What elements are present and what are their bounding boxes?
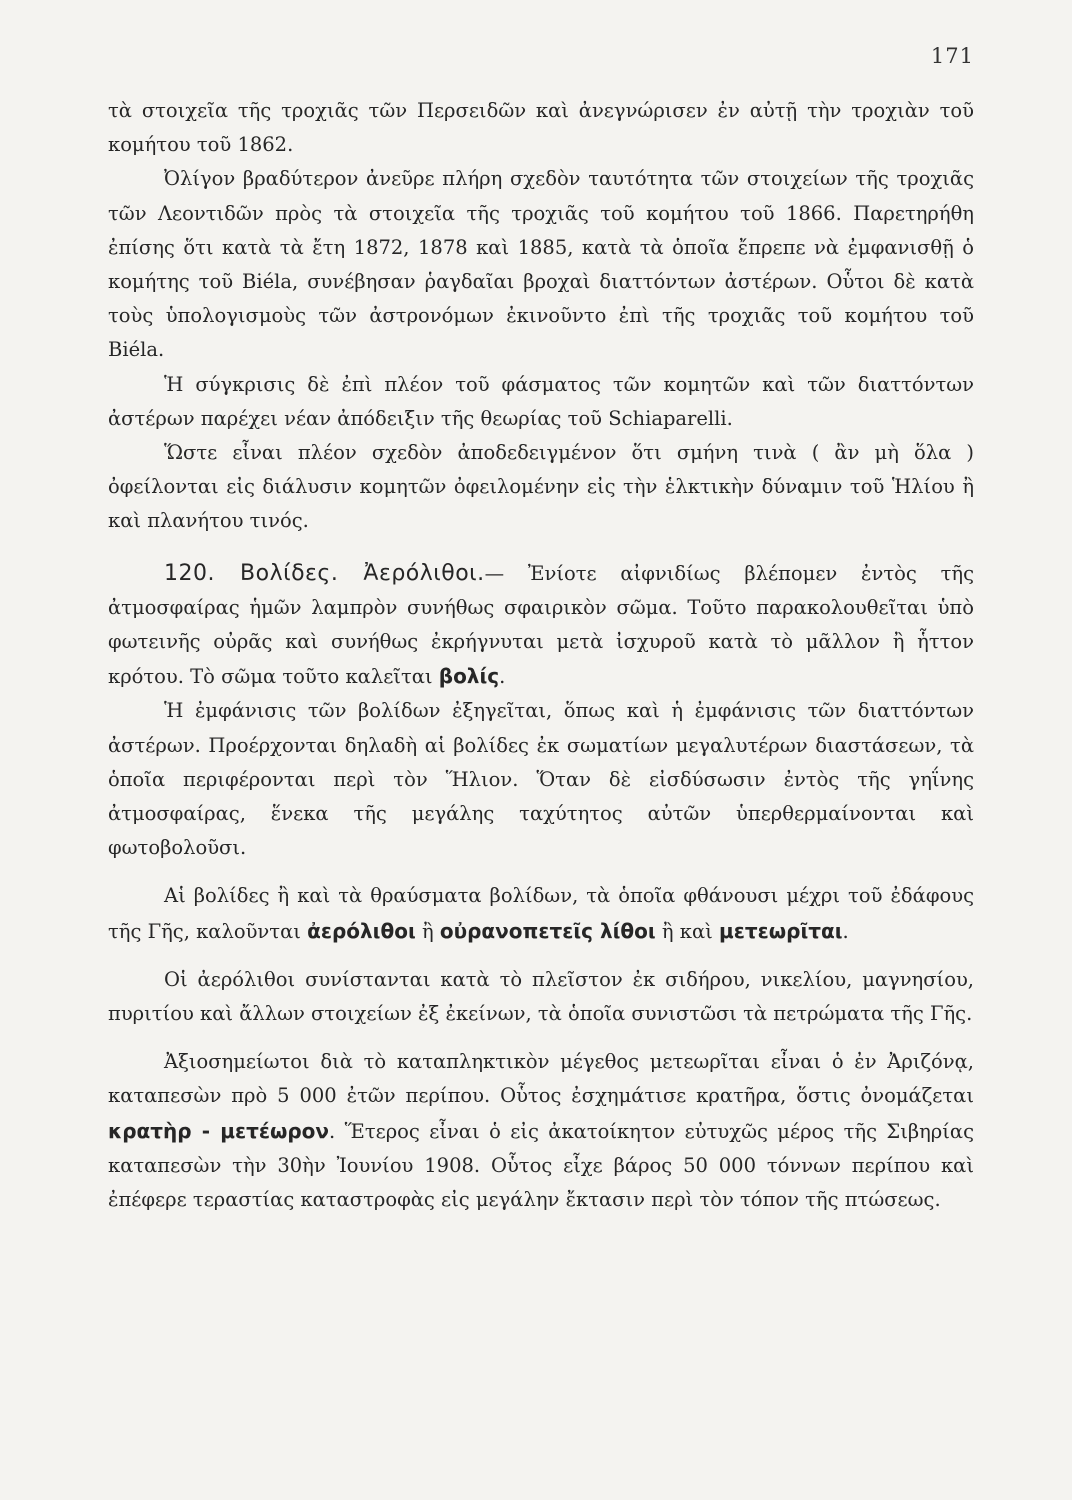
term-bolis: βολίς <box>438 664 500 689</box>
bolides-intro-text: — Ἐνίοτε αἰφνιδίως βλέπομεν ἐντὸς τῆς ἀτμοσφαίρας ἡμῶν λαμπρὸν συνήθως σφαιρικὸν σῶμα. Τοῦτο παρακολουθεῖται ὑπὸ φωτεινῆς οὐρᾶς καὶ συνήθως ἐκρήγνυται μετὰ ἰσχυροῦ κατὰ τὸ μᾶλλον ἢ ἧττον κρότου. Τὸ σῶμα τοῦτο καλεῖται <box>108 561 974 689</box>
paragraph-bolides-explanation: Ἡ ἐμφάνισις τῶν βολίδων ἐξηγεῖται, ὅπως καὶ ἡ ἐμφάνισις τῶν διαττόντων ἀστέρων. Προέρχονται δηλαδὴ αἱ βολίδες ἐκ σωματίων μεγαλυτέρων διαστάσεων, τὰ ὁποῖα περιφέρονται περὶ τὸν Ἥλιον. Ὅταν δὲ εἰσδύσωσιν ἐντὸς τῆς γηΐνης ἀτμοσφαίρας, ἕνεκα τῆς μεγάλης ταχύτητος αὐτῶν ὑπερθερμαίνονται καὶ φωτοβολοῦσι. <box>108 699 974 860</box>
notable-meteorites-text: Ἀξιοσημείωτοι διὰ τὸ καταπληκτικὸν μέγεθος μετεωρῖται εἶναι ὁ ἐν Ἀριζόνᾳ, καταπεσὼν πρὸ 5 000 ἐτῶν περίπου. Οὗτος ἐσχημάτισε κρατῆρα, ὅστις ὀνομάζεται <box>108 1050 974 1108</box>
term-aerolithoi: ἀερόλιθοι <box>307 918 416 943</box>
paragraph-perseids: τὰ στοιχεῖα τῆς τροχιᾶς τῶν Περσειδῶν καὶ ἀνεγνώρισεν ἐν αὐτῇ τὴν τροχιὰν τοῦ κομήτου τοῦ 1862. <box>108 99 974 157</box>
aerolites-mid1: ἢ <box>421 919 434 943</box>
term-meteorites: μετεωρῖται <box>719 918 843 943</box>
bolides-intro-end: . <box>499 665 506 689</box>
aerolites-text: Αἱ βολίδες ἢ καὶ τὰ θραύσματα βολίδων, τὰ ὁποῖα φθάνουσι μέχρι τοῦ ἐδάφους τῆς Γῆς, καλοῦνται <box>108 884 974 943</box>
paragraph-conclusion: Ὥστε εἶναι πλέον σχεδὸν ἀποδεδειγμένον ὅτι σμήνη τινὰ ( ἂν μὴ ὅλα ) ὀφείλονται εἰς διάλυσιν κομητῶν ὀφειλομένην εἰς τὴν ἑλκτικὴν δύναμιν τοῦ Ἡλίου ἢ καὶ πλανήτου τινός. <box>108 441 974 533</box>
page-number: 171 <box>930 44 974 68</box>
notable-meteorites-end: . Ἕτερος εἶναι ὁ εἰς ἀκατοίκητον εὐτυχῶς μέρος τῆς Σιβηρίας καταπεσὼν τὴν 30ὴν Ἰουνίου 1908. Οὗτος εἶχε βάρος 50 000 τόννων περίπου καὶ ἐπέφερε τεραστίας καταστροφὰς εἰς μεγάλην ἔκτασιν περὶ τὸν τόπον τῆς πτώσεως. <box>108 1119 974 1212</box>
body-text <box>108 94 974 1217</box>
term-ouranopeteis: οὐρανοπετεῖς λίθοι <box>439 918 656 943</box>
paragraph-composition: Οἱ ἀερόλιθοι συνίστανται κατὰ τὸ πλεῖστον ἐκ σιδήρου, νικελίου, μαγνησίου, πυριτίου καὶ ἄλλων στοιχείων ἐξ ἐκείνων, τὰ ὁποῖα συνιστῶσι τὰ πετρώματα τῆς Γῆς. <box>108 967 974 1026</box>
paragraph-notable-meteorites <box>108 1045 974 1217</box>
paragraph-spectrum: Ἡ σύγκρισις δὲ ἐπὶ πλέον τοῦ φάσματος τῶν κομητῶν καὶ τῶν διαττόντων ἀστέρων παρέχει νέαν ἀπόδειξιν τῆς θεωρίας τοῦ Schiaparelli. <box>108 372 974 430</box>
term-crater: κρατὴρ - μετέωρον <box>108 1118 330 1143</box>
paragraph-leonids: Ὀλίγον βραδύτερον ἀνεῦρε πλήρη σχεδὸν ταυτότητα τῶν στοιχείων τῆς τροχιᾶς τῶν Λεοντιδῶν πρὸς τὰ στοιχεῖα τῆς τροχιᾶς τοῦ κομήτου τοῦ 1866. Παρετηρήθη ἐπίσης ὅτι κατὰ τὰ ἔτη 1872, 1878 καὶ 1885, κατὰ τὰ ὁποῖα ἔπρεπε νὰ ἐμφανισθῇ ὁ κομήτης τοῦ Biéla, συνέβησαν ῥαγδαῖαι βροχαὶ διαττόντων ἀστέρων. Οὗτοι δὲ κατὰ τοὺς ὑπολογισμοὺς τῶν ἀστρονόμων ἐκινοῦντο ἐπὶ τῆς τροχιᾶς τοῦ κομήτου τοῦ Biéla. <box>108 167 974 362</box>
aerolites-mid2: ἢ καὶ <box>661 919 713 943</box>
aerolites-end: . <box>842 919 849 943</box>
section-heading: 120. Βολίδες. Ἀερόλιθοι. <box>164 560 485 586</box>
paragraph-aerolites <box>108 879 974 948</box>
paragraph-bolides-intro <box>108 557 974 695</box>
